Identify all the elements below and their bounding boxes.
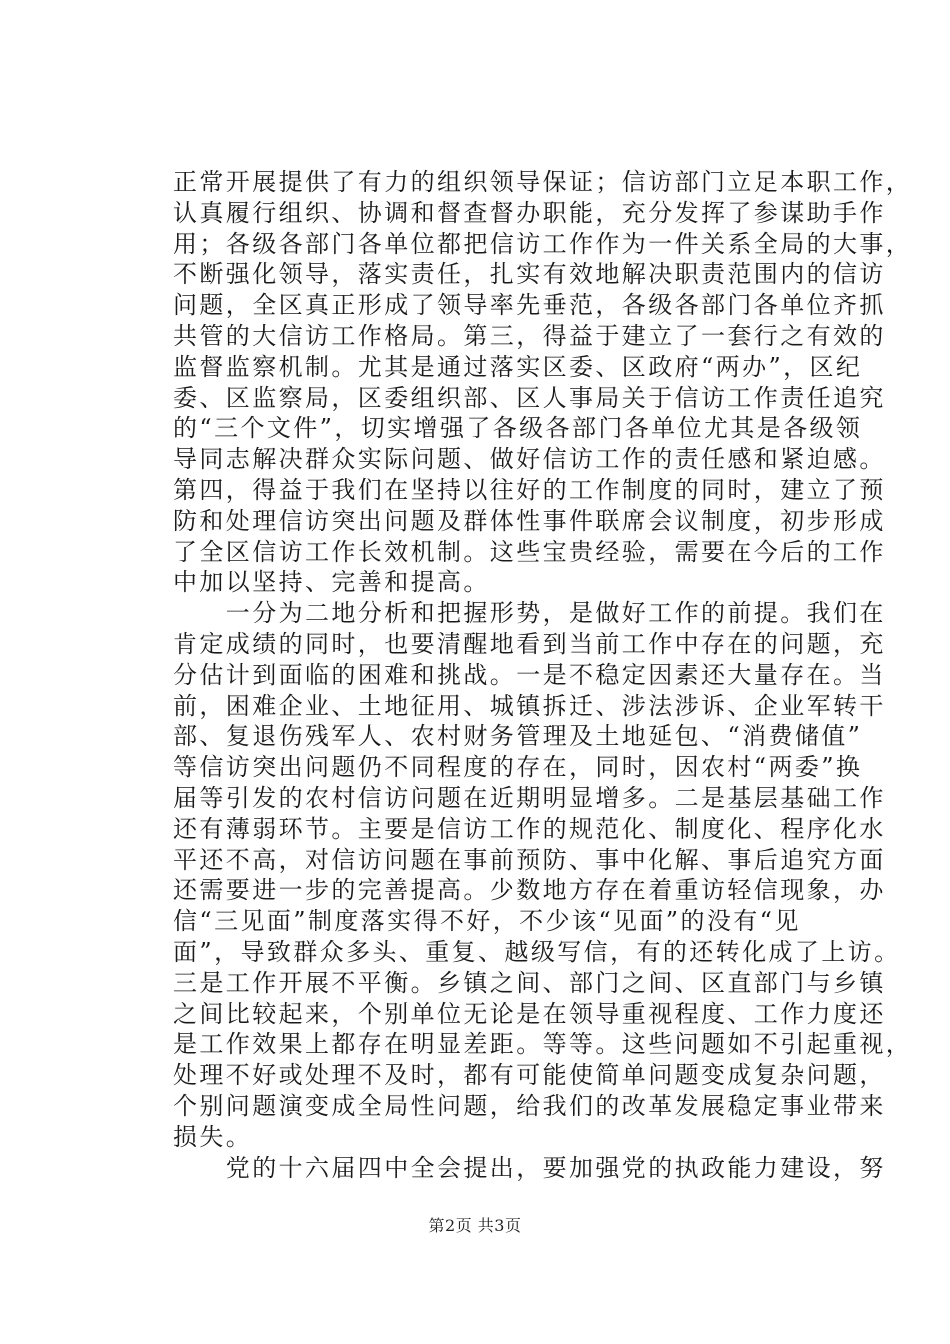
text-line: 党的十六届四中全会提出，要加强党的执政能力建设，努 (173, 1153, 886, 1182)
text-line: 问题，全区真正形成了领导率先垂范，各级各部门各单位齐抓 (173, 291, 886, 320)
text-line: 前，困难企业、土地征用、城镇拆迁、涉法涉诉、企业军转干 (173, 691, 886, 720)
text-line: 还有薄弱环节。主要是信访工作的规范化、制度化、程序化水 (173, 814, 886, 843)
text-line: 面”，导致群众多头、重复、越级写信，有的还转化成了上访。 (173, 937, 901, 966)
text-line: 处理不好或处理不及时，都有可能使简单问题变成复杂问题， (173, 1061, 886, 1090)
text-line: 三是工作开展不平衡。乡镇之间、部门之间、区直部门与乡镇 (173, 968, 886, 997)
text-line: 的“三个文件”，切实增强了各级各部门各单位尤其是各级领 (173, 414, 863, 443)
text-line: 信“三见面”制度落实得不好，不少该“见面”的没有“见 (173, 907, 801, 936)
text-line: 中加以坚持、完善和提高。 (173, 568, 490, 597)
text-line: 个别问题演变成全局性问题，给我们的改革发展稳定事业带来 (173, 1091, 886, 1120)
text-line: 第四，得益于我们在坚持以往好的工作制度的同时，建立了预 (173, 475, 886, 504)
text-line: 肯定成绩的同时，也要清醒地看到当前工作中存在的问题，充 (173, 629, 886, 658)
text-line: 还需要进一步的完善提高。少数地方存在着重访轻信现象，办 (173, 876, 886, 905)
text-line: 平还不高，对信访问题在事前预防、事中化解、事后追究方面 (173, 845, 886, 874)
text-line: 导同志解决群众实际问题、做好信访工作的责任感和紧迫感。 (173, 445, 886, 474)
text-line: 分估计到面临的困难和挑战。一是不稳定因素还大量存在。当 (173, 660, 886, 689)
text-line: 防和处理信访突出问题及群体性事件联席会议制度，初步形成 (173, 506, 886, 535)
text-line: 部、复退伤残军人、农村财务管理及土地延包、“消费储值” (173, 722, 863, 751)
text-line: 正常开展提供了有力的组织领导保证；信访部门立足本职工作， (173, 168, 913, 196)
text-line: 是工作效果上都存在明显差距。等等。这些问题如不引起重视， (173, 1030, 913, 1059)
text-line: 认真履行组织、协调和督查督办职能，充分发挥了参谋助手作 (173, 198, 886, 227)
text-line: 一分为二地分析和把握形势，是做好工作的前提。我们在 (173, 599, 886, 628)
text-line: 委、区监察局，区委组织部、区人事局关于信访工作责任追究 (173, 383, 886, 412)
text-line: 了全区信访工作长效机制。这些宝贵经验，需要在今后的工作 (173, 537, 886, 566)
text-line: 之间比较起来，个别单位无论是在领导重视程度、工作力度还 (173, 999, 886, 1028)
document-body (173, 167, 913, 1183)
text-line: 监督监察机制。尤其是通过落实区委、区政府“两办”，区纪 (173, 352, 863, 381)
text-line: 损失。 (173, 1122, 253, 1151)
text-line: 用；各级各部门各单位都把信访工作作为一件关系全局的大事， (173, 229, 913, 258)
text-line: 共管的大信访工作格局。第三，得益于建立了一套行之有效的 (173, 321, 886, 350)
page-footer: 第2页 共3页 (428, 1216, 522, 1235)
text-line: 等信访突出问题仍不同程度的存在，同时，因农村“两委”换 (173, 753, 863, 782)
text-line: 不断强化领导，落实责任，扎实有效地解决职责范围内的信访 (173, 260, 886, 289)
text-line: 届等引发的农村信访问题在近期明显增多。二是基层基础工作 (173, 783, 886, 812)
